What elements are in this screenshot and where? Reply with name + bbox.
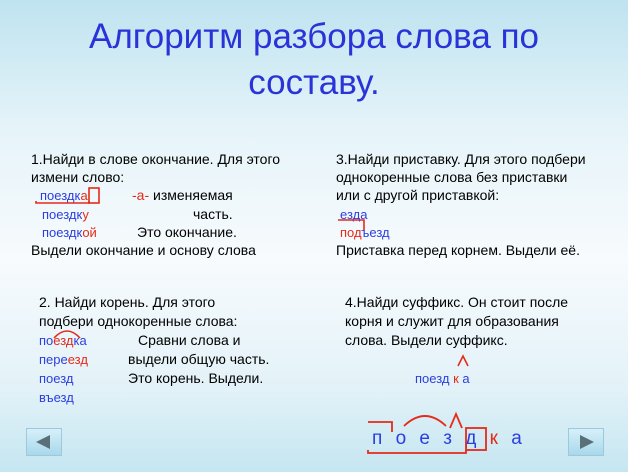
step-4-example bbox=[415, 369, 470, 388]
example-prefix: въ bbox=[39, 390, 54, 405]
title-dot: . bbox=[370, 63, 380, 102]
big-root-arc-mark bbox=[404, 416, 446, 426]
ending-mark: -а- bbox=[132, 187, 150, 203]
example-root: езд bbox=[67, 352, 88, 367]
example-ending: ой bbox=[82, 225, 97, 240]
step-1-example-3 bbox=[42, 223, 97, 242]
step-2-heading-2: подбери однокоренные слова: bbox=[39, 313, 238, 329]
example-root: езд bbox=[53, 390, 74, 405]
example-stem: поездк bbox=[40, 188, 81, 203]
arrow-left-icon bbox=[36, 435, 50, 449]
big-suffix-caret-mark bbox=[450, 414, 462, 428]
step-3-heading-1: 3.Найди приставку. Для этого подбери bbox=[336, 151, 586, 167]
example-prefix: пере bbox=[39, 352, 68, 367]
step-2-heading-1: 2. Найди корень. Для этого bbox=[39, 294, 216, 310]
step-1-example-2 bbox=[42, 205, 89, 224]
step-3-example-1 bbox=[340, 205, 367, 224]
step-3-heading-3: или с другой приставкой: bbox=[336, 187, 500, 203]
step-1-note-2: часть. bbox=[193, 206, 233, 222]
step-2-example-4 bbox=[39, 388, 74, 407]
suffix-caret-mark bbox=[458, 356, 468, 366]
step-2-note-2: выдели общую часть. bbox=[128, 351, 270, 367]
example-root: езд bbox=[53, 333, 74, 348]
title-line-2-text: составу bbox=[248, 63, 371, 102]
parsed-word-suffix: к bbox=[489, 428, 502, 449]
example-suffix: к bbox=[453, 371, 459, 386]
previous-slide-button[interactable] bbox=[26, 428, 62, 456]
step-3-example-2 bbox=[340, 223, 390, 242]
step-1-heading-1: 1.Найди в слове окончание. Для этого bbox=[31, 151, 281, 167]
step-4-heading-1: 4.Найди суффикс. Он стоит после bbox=[345, 294, 569, 310]
example-ending: у bbox=[82, 207, 89, 222]
example-ending: а bbox=[458, 371, 470, 386]
step-1-example-1 bbox=[40, 186, 88, 205]
example-root: поезд bbox=[415, 371, 454, 386]
step-1-footer: Выдели окончание и основу слова bbox=[31, 242, 256, 258]
ending-box-mark bbox=[89, 188, 99, 203]
note-text: изменяемая bbox=[149, 187, 233, 203]
example-ending: а bbox=[80, 188, 88, 203]
example-prefix: под bbox=[340, 225, 362, 240]
example-root: езд bbox=[369, 225, 390, 240]
example-suffix: ка bbox=[73, 333, 87, 348]
example-stem: поездк bbox=[42, 225, 83, 240]
parsed-word-root: п о е з д bbox=[372, 428, 490, 449]
title-line-1: Алгоритм разбора слова по bbox=[88, 17, 539, 56]
step-2-example-2 bbox=[39, 350, 88, 369]
step-2-example-3 bbox=[39, 369, 74, 388]
arrow-right-icon bbox=[580, 435, 594, 449]
step-2-note-1: Сравни слова и bbox=[138, 332, 241, 348]
slide-title bbox=[30, 14, 598, 106]
step-2-example-1 bbox=[39, 331, 87, 350]
step-4-heading-3: слова. Выдели суффикс. bbox=[345, 332, 508, 348]
step-3-heading-2: однокоренные слова без приставки bbox=[336, 169, 568, 185]
example-separator: ъ bbox=[361, 225, 370, 240]
example-root: езд bbox=[53, 371, 74, 386]
step-1-heading-2: измени слово: bbox=[31, 169, 125, 185]
example-stem: поездк bbox=[42, 207, 83, 222]
step-2-note-3: Это корень. Выдели. bbox=[128, 370, 264, 386]
example-word: езда bbox=[340, 207, 368, 222]
title-line-2 bbox=[30, 60, 598, 106]
example-prefix: по bbox=[39, 333, 54, 348]
parsed-word-ending: а bbox=[501, 428, 526, 449]
step-1-note-3: Это окончание. bbox=[137, 224, 237, 240]
parsed-word bbox=[372, 428, 526, 450]
step-4-heading-2: корня и служит для образования bbox=[345, 313, 559, 329]
big-stem-bracket-mark bbox=[368, 450, 466, 453]
step-3-footer: Приставка перед корнем. Выдели её. bbox=[336, 242, 580, 258]
example-prefix: по bbox=[39, 371, 54, 386]
next-slide-button[interactable] bbox=[568, 428, 604, 456]
step-1-note-1 bbox=[132, 186, 233, 205]
